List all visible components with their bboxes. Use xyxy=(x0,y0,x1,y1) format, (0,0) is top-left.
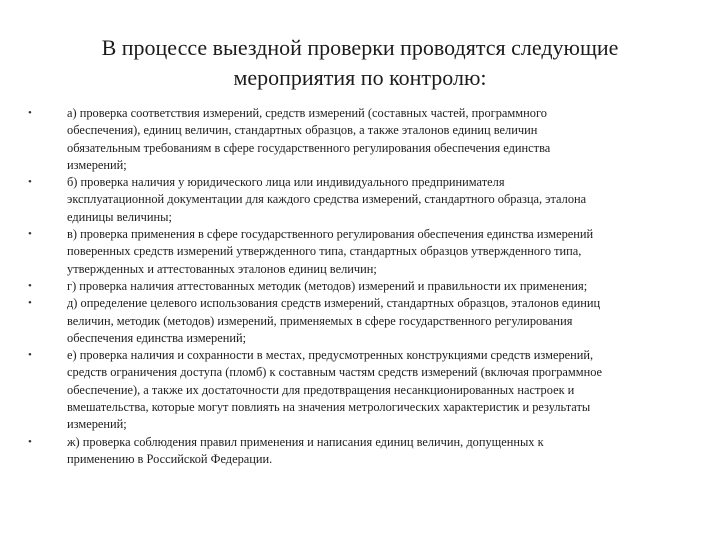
bullet-icon: • xyxy=(28,435,32,448)
bullet-text-line: утвержденных и аттестованных эталонов единиц величин; xyxy=(67,261,377,276)
bullet-text-line: эксплуатационной документации для каждого средства измерений, стандартного образца, эталона xyxy=(67,192,587,207)
bullet-text-line: е) проверка наличия и сохранности в местах, предусмотренных конструкциями средств измерений, xyxy=(67,348,594,363)
bullet-text-line: г) проверка наличия аттестованных методик (методов) измерений и правильности их применения; xyxy=(67,278,588,293)
bullet-text-line: а) проверка соответствия измерений, средств измерений (составных частей, программного xyxy=(67,106,547,120)
bullet-text-line: в) проверка применения в сфере государственного регулирования обеспечения единства измерений xyxy=(67,227,594,242)
bullet-text-line: поверенных средств измерений утвержденного типа, стандартных образцов утвержденного типа, xyxy=(67,244,582,259)
slide-title-line: мероприятия по контролю: xyxy=(233,65,487,90)
bullet-text-line: обязательным требованиям в сфере государственного регулирования обеспечения единства xyxy=(67,140,551,155)
bullet-text-line: ж) проверка соблюдения правил применения и написания единиц величин, допущенных к xyxy=(67,434,544,449)
bullet-list xyxy=(28,105,688,468)
slide-title xyxy=(60,33,660,93)
bullet-item-zh xyxy=(28,434,688,469)
bullet-item-e xyxy=(28,347,688,433)
bullet-icon: • xyxy=(28,228,32,241)
bullet-text-line: обеспечения единства измерений; xyxy=(67,330,247,345)
bullet-text-line: измерений; xyxy=(67,157,127,172)
bullet-text-line: измерений; xyxy=(67,417,127,432)
bullet-item-a xyxy=(28,105,688,174)
bullet-item-d xyxy=(28,295,688,347)
bullet-icon: • xyxy=(28,279,32,292)
bullet-text-line: единицы величины; xyxy=(67,209,172,224)
bullet-icon: • xyxy=(28,176,32,189)
slide-title-line: В процессе выездной проверки проводятся следующие xyxy=(101,35,619,60)
bullet-text-line: обеспечение), а также их достаточности для предотвращения несанкционированных настроек и xyxy=(67,382,575,397)
bullet-icon: • xyxy=(28,349,32,362)
bullet-item-v xyxy=(28,226,688,278)
bullet-text-line: вмешательства, которые могут повлиять на значения метрологических характеристик и результаты xyxy=(67,400,591,415)
bullet-item-g xyxy=(28,278,688,295)
bullet-text-line: обеспечения), единиц величин, стандартных образцов, а также эталонов единиц величин xyxy=(67,123,538,138)
bullet-text-line: величин, методик (методов) измерений, применяемых в сфере государственного регулирования xyxy=(67,313,573,328)
bullet-text-line: применению в Российской Федерации. xyxy=(67,451,273,466)
bullet-item-b xyxy=(28,174,688,226)
bullet-icon: • xyxy=(28,297,32,310)
bullet-text-line: б) проверка наличия у юридического лица или индивидуального предпринимателя xyxy=(67,175,505,190)
bullet-icon: • xyxy=(28,107,32,119)
bullet-text-line: средств ограничения доступа (пломб) к составным частям средств измерений (включая программное xyxy=(67,365,603,380)
bullet-text-line: д) определение целевого использования средств измерений, стандартных образцов, эталонов единиц xyxy=(67,296,601,311)
